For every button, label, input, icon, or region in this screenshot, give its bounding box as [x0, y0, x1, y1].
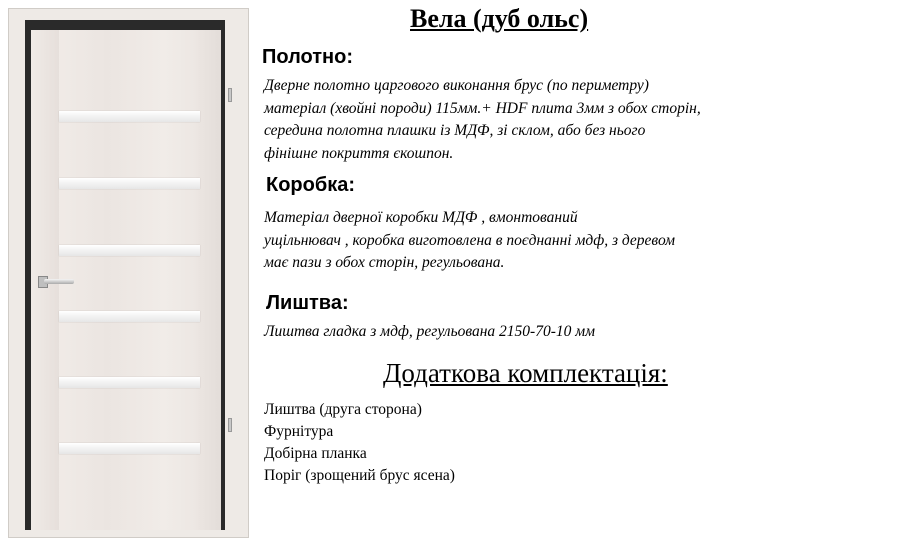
product-title: Вела (дуб ольс) — [410, 4, 589, 33]
text-line: фінішне покриття єкошпон. — [264, 144, 454, 162]
text-line: середина полотна плашки із МДФ, зі склом, або без нього — [264, 122, 646, 139]
text-line: Лиштва гладка з мдф, регульована 2150-70-10 мм — [264, 323, 596, 340]
glass-strip — [59, 443, 200, 454]
glass-strip — [59, 111, 200, 122]
glass-strip — [59, 377, 200, 388]
text-line: ущільнювач , коробка виготовлена в поєднанні мдф, з деревом — [264, 231, 676, 249]
hinge-icon — [228, 418, 232, 432]
list-item: Поріг (зрощений брус ясена) — [264, 467, 455, 484]
text-line: Дверне полотно царгового виконання брус (по периметру) — [264, 77, 649, 94]
text-line: має пази з обох сторін, регульована. — [264, 254, 505, 271]
glass-strip — [59, 311, 200, 322]
section-text-lyshtva — [264, 321, 595, 344]
section-heading-korobka: Коробка: — [266, 174, 356, 196]
list-item: Фурнітура — [264, 423, 334, 440]
section-heading-lyshtva: Лиштва: — [266, 292, 349, 314]
text-line: Матеріал дверної коробки МДФ , вмонтований — [264, 209, 578, 226]
section-text-korobka — [264, 207, 675, 275]
list-item: Лиштва (друга сторона) — [264, 401, 422, 418]
hinge-icon — [228, 88, 232, 102]
glass-strip — [59, 245, 200, 256]
section-text-polotno — [264, 75, 701, 165]
extras-title: Додаткова комплектація: — [383, 358, 668, 388]
door-handle-icon — [44, 279, 74, 284]
list-item: Добірна планка — [264, 445, 367, 462]
door-stile-right — [196, 30, 221, 530]
text-line: матеріал (хвойні породи) 115мм.+ HDF плита 3мм з обох сторін, — [264, 99, 701, 117]
section-heading-polotno: Полотно: — [262, 46, 354, 68]
glass-strip — [59, 178, 200, 189]
extras-list — [264, 399, 455, 487]
